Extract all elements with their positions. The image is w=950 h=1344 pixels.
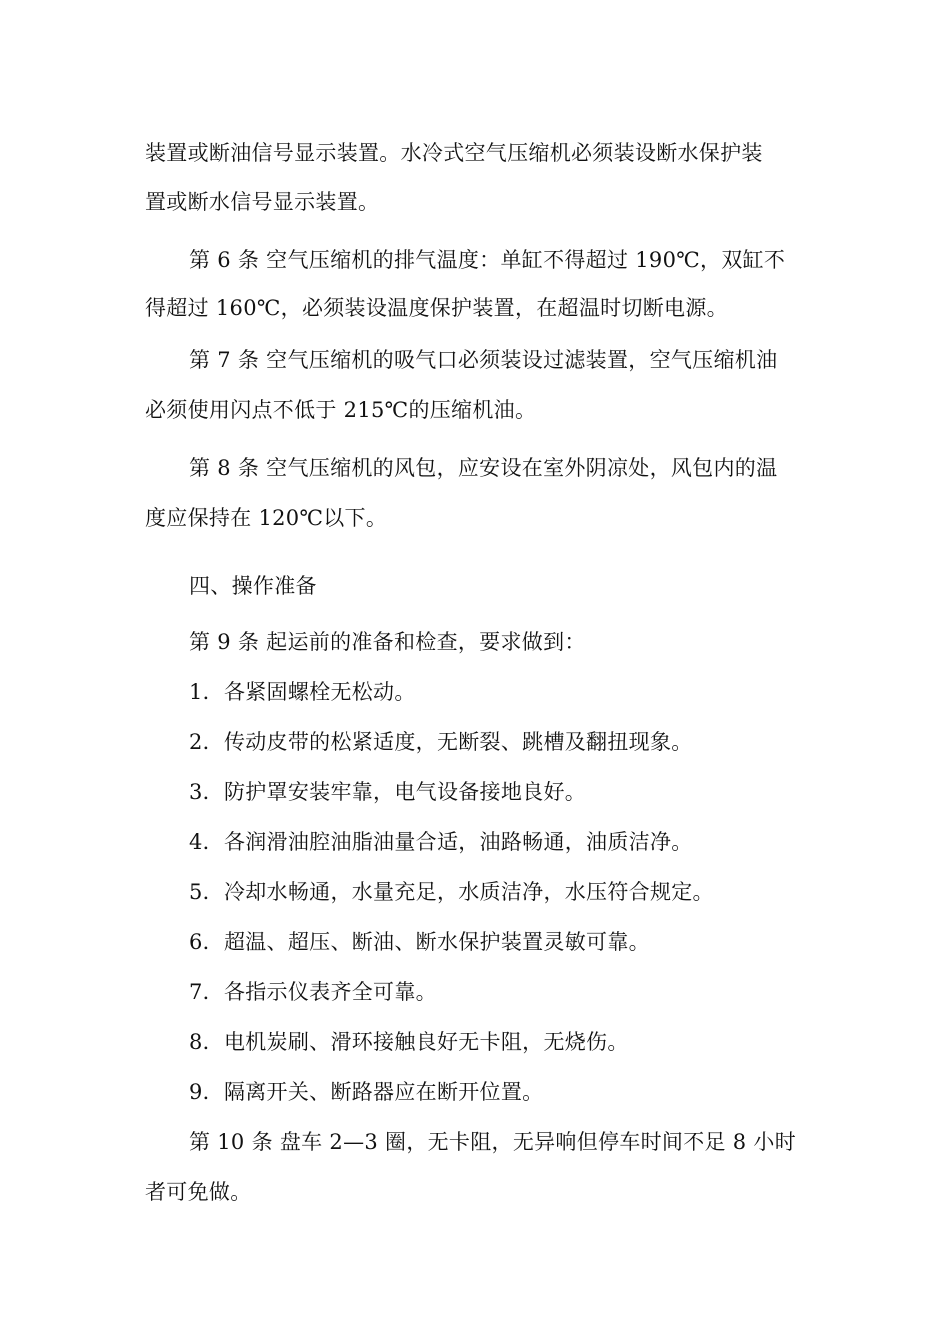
section-heading: 四、操作准备 — [189, 574, 317, 598]
list-item: 7．各指示仪表齐全可靠。 — [189, 980, 437, 1004]
paragraph-line: 得超过 160℃，必须装设温度保护装置，在超温时切断电源。 — [145, 296, 728, 320]
list-item: 6．超温、超压、断油、断水保护装置灵敏可靠。 — [189, 930, 650, 954]
paragraph-line: 装置或断油信号显示装置。水冷式空气压缩机必须装设断水保护装 — [145, 141, 763, 165]
list-item: 3．防护罩安装牢靠，电气设备接地良好。 — [189, 780, 587, 804]
article-9-line: 第 9 条 起运前的准备和检查，要求做到： — [189, 630, 586, 654]
article-6-line: 第 6 条 空气压缩机的排气温度：单缸不得超过 190℃，双缸不 — [189, 248, 786, 272]
paragraph-line: 置或断水信号显示装置。 — [145, 190, 380, 214]
list-item: 2．传动皮带的松紧适度，无断裂、跳槽及翻扭现象。 — [189, 730, 693, 754]
list-item: 1．各紧固螺栓无松动。 — [189, 680, 416, 704]
list-item: 9．隔离开关、断路器应在断开位置。 — [189, 1080, 544, 1104]
list-item: 5．冷却水畅通，水量充足，水质洁净，水压符合规定。 — [189, 880, 714, 904]
list-item: 4．各润滑油腔油脂油量合适，油路畅通，油质洁净。 — [189, 830, 693, 854]
article-7-line: 第 7 条 空气压缩机的吸气口必须装设过滤装置，空气压缩机油 — [189, 348, 778, 372]
list-item: 8．电机炭刷、滑环接触良好无卡阻，无烧伤。 — [189, 1030, 629, 1054]
article-8-line: 第 8 条 空气压缩机的风包，应安设在室外阴凉处，风包内的温 — [189, 456, 778, 480]
paragraph-line: 度应保持在 120℃以下。 — [145, 506, 388, 530]
article-10-line: 第 10 条 盘车 2—3 圈，无卡阻，无异响但停车时间不足 8 小时 — [189, 1130, 797, 1154]
paragraph-line: 者可免做。 — [145, 1180, 252, 1204]
paragraph-line: 必须使用闪点不低于 215℃的压缩机油。 — [145, 398, 537, 422]
